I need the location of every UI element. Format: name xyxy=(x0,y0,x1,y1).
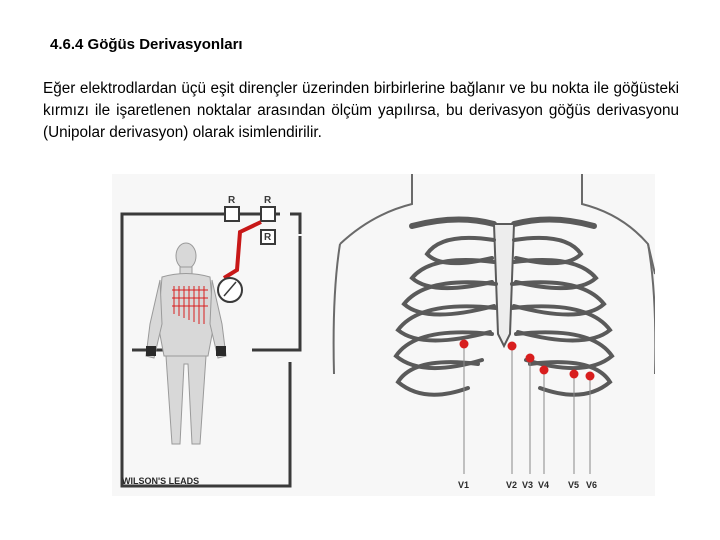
lead-label-v1: V1 xyxy=(458,480,470,490)
electrode-v6 xyxy=(586,372,595,381)
electrode-left-wrist xyxy=(146,346,156,356)
figure-caption: WILSON'S LEADS xyxy=(122,476,200,486)
lead-label-v6: V6 xyxy=(586,480,598,490)
electrode-v1 xyxy=(460,340,469,349)
electrode-v4 xyxy=(540,366,549,375)
section-heading: 4.6.4 Göğüs Derivasyonları xyxy=(50,36,243,53)
lead-label-v5: V5 xyxy=(568,480,580,490)
wilson-leads-figure xyxy=(112,174,655,496)
electrode-v5 xyxy=(570,370,579,379)
electrode-v2 xyxy=(508,342,517,351)
body-paragraph: Eğer elektrodlardan üçü eşit dirençler üzerinden birbirlerine bağlanır ve bu nokta ile göğüsteki kırmızı ile işaretlenen noktalar arasından ölçüm yapılırsa, bu derivasyon göğüs derivasyonu (Unipolar derivasyon) olarak isimlendirilir. xyxy=(43,80,679,141)
lead-label-v2: V2 xyxy=(506,480,518,490)
resistor-box xyxy=(261,207,275,221)
resistor-box xyxy=(225,207,239,221)
resistor-label: R xyxy=(264,232,272,243)
lead-label-v4: V4 xyxy=(538,480,550,490)
resistor-label: R xyxy=(264,195,272,206)
electrode-right-wrist xyxy=(216,346,226,356)
lead-label-v3: V3 xyxy=(522,480,534,490)
resistor-label: R xyxy=(228,195,236,206)
wilson-leads-illustration xyxy=(112,174,655,496)
electrode-v3 xyxy=(526,354,535,363)
